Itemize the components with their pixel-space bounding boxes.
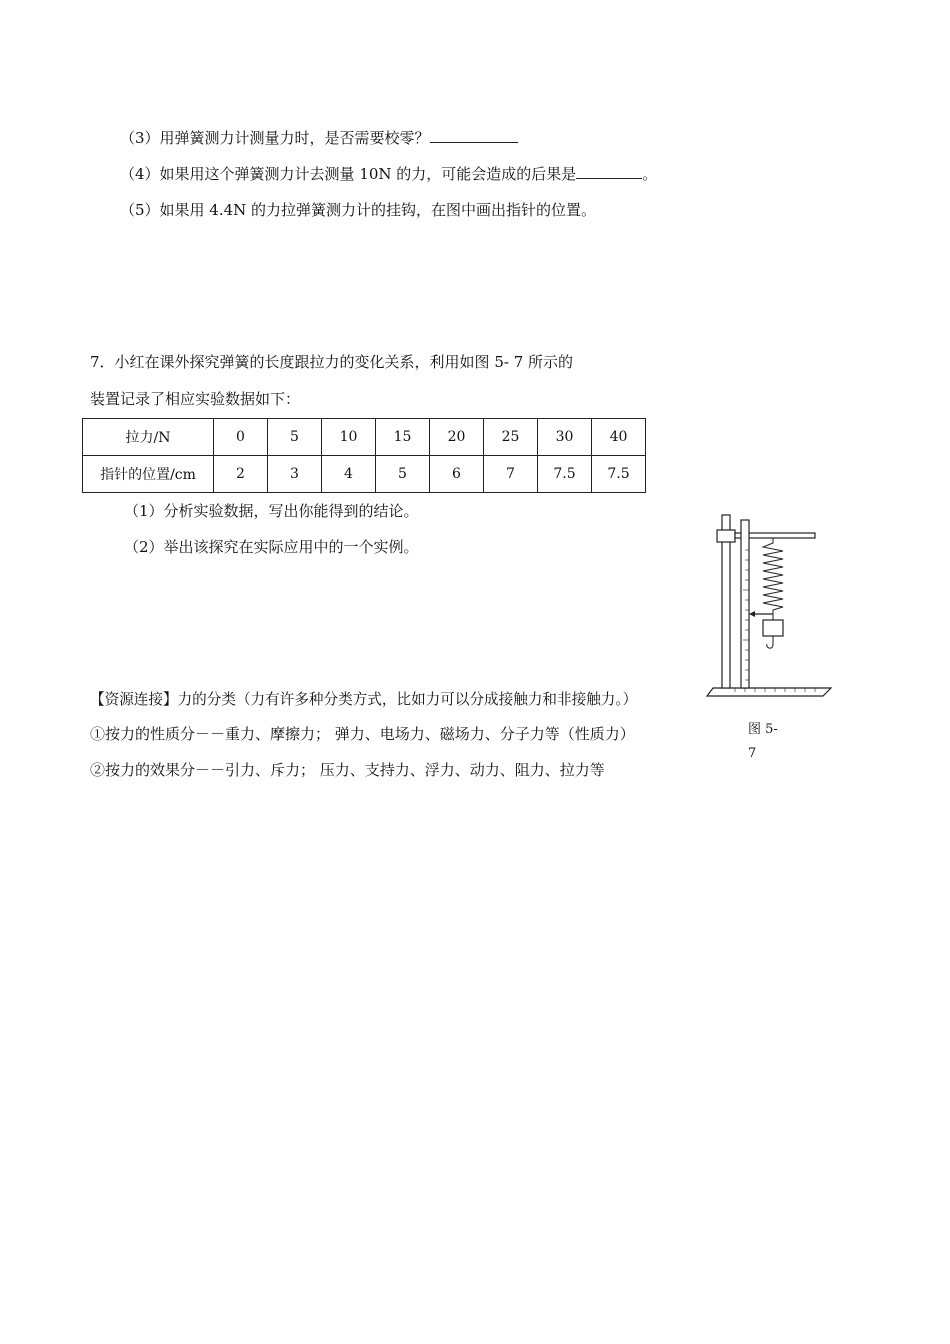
table-row	[83, 419, 646, 456]
figure-caption: 图 5- 7	[748, 722, 778, 761]
table-cell: 5	[376, 456, 430, 493]
table-cell: 40	[592, 419, 646, 456]
answer-blank[interactable]	[576, 164, 642, 179]
table-cell: 7.5	[538, 456, 592, 493]
table-header-cell: 指针的位置/cm	[83, 456, 214, 493]
spring-apparatus-figure	[705, 510, 840, 700]
table-row	[83, 456, 646, 493]
question-7-line2: 装置记录了相应实验数据如下：	[90, 390, 301, 408]
table-cell: 2	[214, 456, 268, 493]
table-cell: 4	[322, 456, 376, 493]
spring	[763, 538, 783, 614]
ruler	[741, 520, 749, 688]
table-header-cell: 拉力/N	[83, 419, 214, 456]
hook-icon	[767, 636, 773, 648]
apparatus-base	[707, 688, 831, 696]
table-cell: 25	[484, 419, 538, 456]
table-cell: 6	[430, 456, 484, 493]
table-cell: 15	[376, 419, 430, 456]
table-cell: 3	[268, 456, 322, 493]
table-cell: 7	[484, 456, 538, 493]
answer-blank[interactable]	[430, 128, 518, 143]
question-6-4: （4）如果用这个弹簧测力计去测量 10N 的力，可能会造成的后果是 。	[120, 165, 658, 183]
question-7-2: （2）举出该探究在实际应用中的一个实例。	[124, 538, 419, 556]
question-6-3: （3）用弹簧测力计测量力时，是否需要校零？	[120, 128, 518, 148]
table-cell: 5	[268, 419, 322, 456]
resource-line-2: ①按力的性质分－－重力、摩擦力； 弹力、电场力、磁场力、分子力等（性质力）	[90, 725, 635, 743]
question-7-1: （1）分析实验数据，写出你能得到的结论。	[124, 502, 419, 520]
resource-link-heading: 【资源连接】力的分类（力有许多种分类方式，比如力可以分成接触力和非接触力。）	[90, 691, 638, 708]
table-cell: 0	[214, 419, 268, 456]
experiment-data-table	[82, 418, 646, 493]
pointer-arrow-icon	[749, 611, 755, 617]
stand-clamp	[717, 530, 735, 542]
resource-line-3: ②按力的效果分－－引力、斥力； 压力、支持力、浮力、动力、阻力、拉力等	[90, 761, 605, 779]
hanging-weight	[763, 620, 783, 636]
question-7-line1: 7．小红在课外探究弹簧的长度跟拉力的变化关系，利用如图 5- 7 所示的	[90, 353, 574, 371]
table-cell: 10	[322, 419, 376, 456]
table-cell: 20	[430, 419, 484, 456]
table-cell: 7.5	[592, 456, 646, 493]
table-cell: 30	[538, 419, 592, 456]
question-6-5: （5）如果用 4.4N 的力拉弹簧测力计的挂钩，在图中画出指针的位置。	[120, 201, 597, 219]
